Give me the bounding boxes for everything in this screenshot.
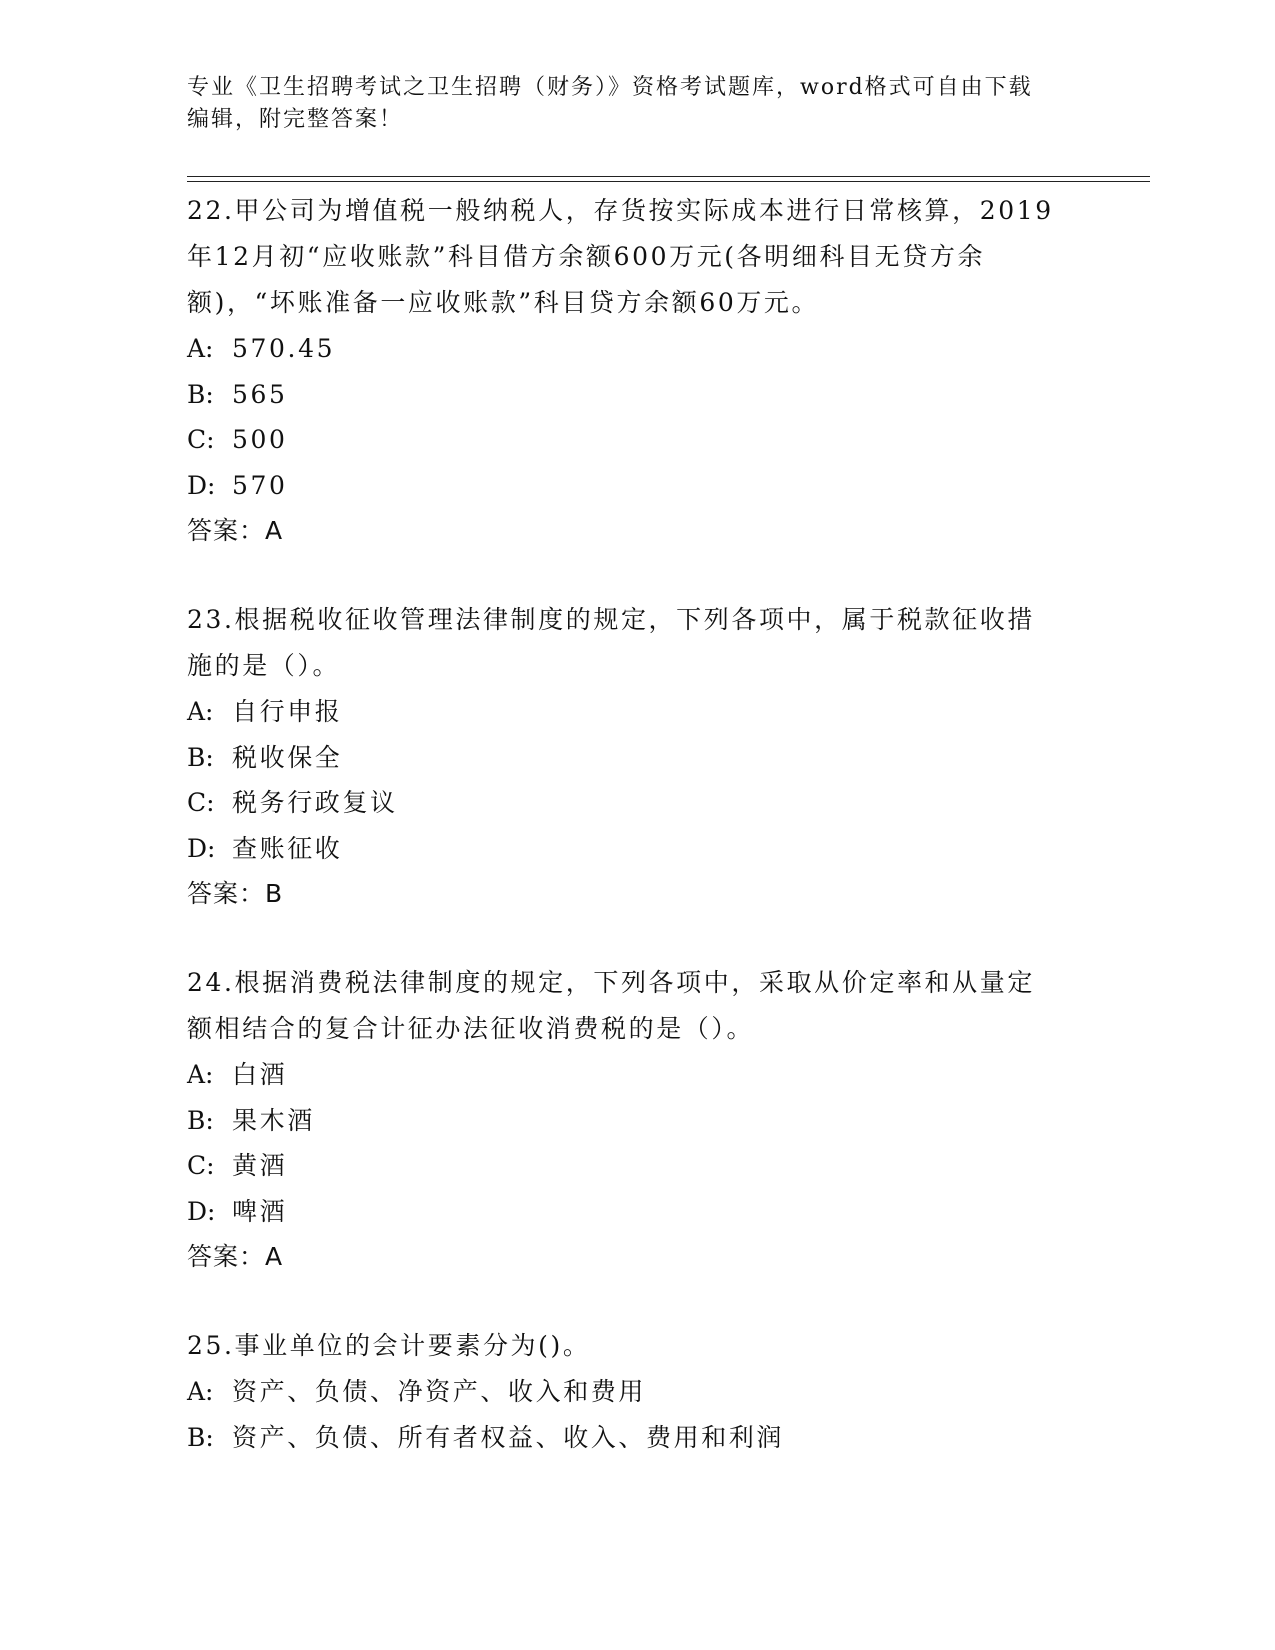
stem-line: 额)，“坏账准备一应收账款”科目贷方余额60万元。 xyxy=(187,288,820,317)
option-b xyxy=(187,1415,1087,1461)
option-a xyxy=(187,1369,1087,1415)
option-key: A: xyxy=(187,334,214,363)
option-text: 500 xyxy=(232,425,288,454)
stem-line: 25.事业单位的会计要素分为()。 xyxy=(187,1331,591,1360)
option-a xyxy=(187,689,1087,735)
header-line-2: 编辑，附完整答案！ xyxy=(187,107,404,132)
option-b xyxy=(187,372,1087,418)
question-stem xyxy=(187,597,1087,689)
question-24 xyxy=(187,960,1087,1280)
answer-line: 答案：A xyxy=(187,516,284,545)
option-key: B: xyxy=(187,1422,214,1452)
question-23 xyxy=(187,597,1087,917)
document-header xyxy=(187,72,1067,136)
question-stem xyxy=(187,960,1087,1052)
question-stem xyxy=(187,188,1087,326)
option-text: 565 xyxy=(232,379,288,409)
stem-line: 年12月初“应收账款”科目借方余额600万元(各明细科目无贷方余 xyxy=(187,242,986,271)
option-key: C: xyxy=(187,1151,215,1180)
option-a xyxy=(187,326,1087,372)
option-key: D: xyxy=(187,1196,216,1226)
option-text: 570 xyxy=(232,470,288,500)
option-key: A: xyxy=(187,697,214,726)
option-key: B: xyxy=(187,742,214,772)
option-b xyxy=(187,735,1087,781)
option-key: A: xyxy=(187,1060,214,1089)
answer-line: 答案：A xyxy=(187,1242,284,1271)
option-d xyxy=(187,463,1087,509)
option-key: C: xyxy=(187,788,215,817)
question-22 xyxy=(187,188,1087,554)
stem-line: 22.甲公司为增值税一般纳税人，存货按实际成本进行日常核算，2019 xyxy=(187,196,1054,225)
question-stem xyxy=(187,1323,1087,1369)
stem-line: 施的是（）。 xyxy=(187,651,341,680)
option-d xyxy=(187,1189,1087,1235)
option-text: 查账征收 xyxy=(232,833,343,863)
option-b xyxy=(187,1098,1087,1144)
question-list xyxy=(187,188,1087,1503)
stem-line: 23.根据税收征收管理法律制度的规定，下列各项中，属于税款征收措 xyxy=(187,605,1035,634)
header-line-1: 专业《卫生招聘考试之卫生招聘（财务）》资格考试题库，word格式可自由下载 xyxy=(187,75,1033,100)
option-text: 啤酒 xyxy=(232,1196,288,1226)
option-text: 570.45 xyxy=(232,334,336,363)
option-c xyxy=(187,417,1087,463)
option-text: 资产、负债、所有者权益、收入、费用和利润 xyxy=(232,1422,785,1452)
option-text: 资产、负债、净资产、收入和费用 xyxy=(232,1377,647,1406)
option-key: B: xyxy=(187,379,214,409)
option-key: A: xyxy=(187,1377,214,1406)
option-text: 税收保全 xyxy=(232,742,343,772)
option-text: 黄酒 xyxy=(232,1151,288,1180)
option-key: D: xyxy=(187,470,216,500)
option-key: D: xyxy=(187,833,216,863)
option-d xyxy=(187,826,1087,872)
question-25 xyxy=(187,1323,1087,1460)
option-text: 自行申报 xyxy=(232,697,343,726)
option-text: 税务行政复议 xyxy=(232,788,398,817)
option-text: 果木酒 xyxy=(232,1105,315,1135)
option-key: B: xyxy=(187,1105,214,1135)
stem-line: 额相结合的复合计征办法征收消费税的是（）。 xyxy=(187,1014,755,1043)
option-a xyxy=(187,1052,1087,1098)
option-text: 白酒 xyxy=(232,1060,288,1089)
answer-line: 答案：B xyxy=(187,879,284,908)
option-c xyxy=(187,780,1087,826)
option-key: C: xyxy=(187,425,215,454)
stem-line: 24.根据消费税法律制度的规定，下列各项中，采取从价定率和从量定 xyxy=(187,968,1035,997)
header-divider xyxy=(187,176,1150,182)
option-c xyxy=(187,1143,1087,1189)
